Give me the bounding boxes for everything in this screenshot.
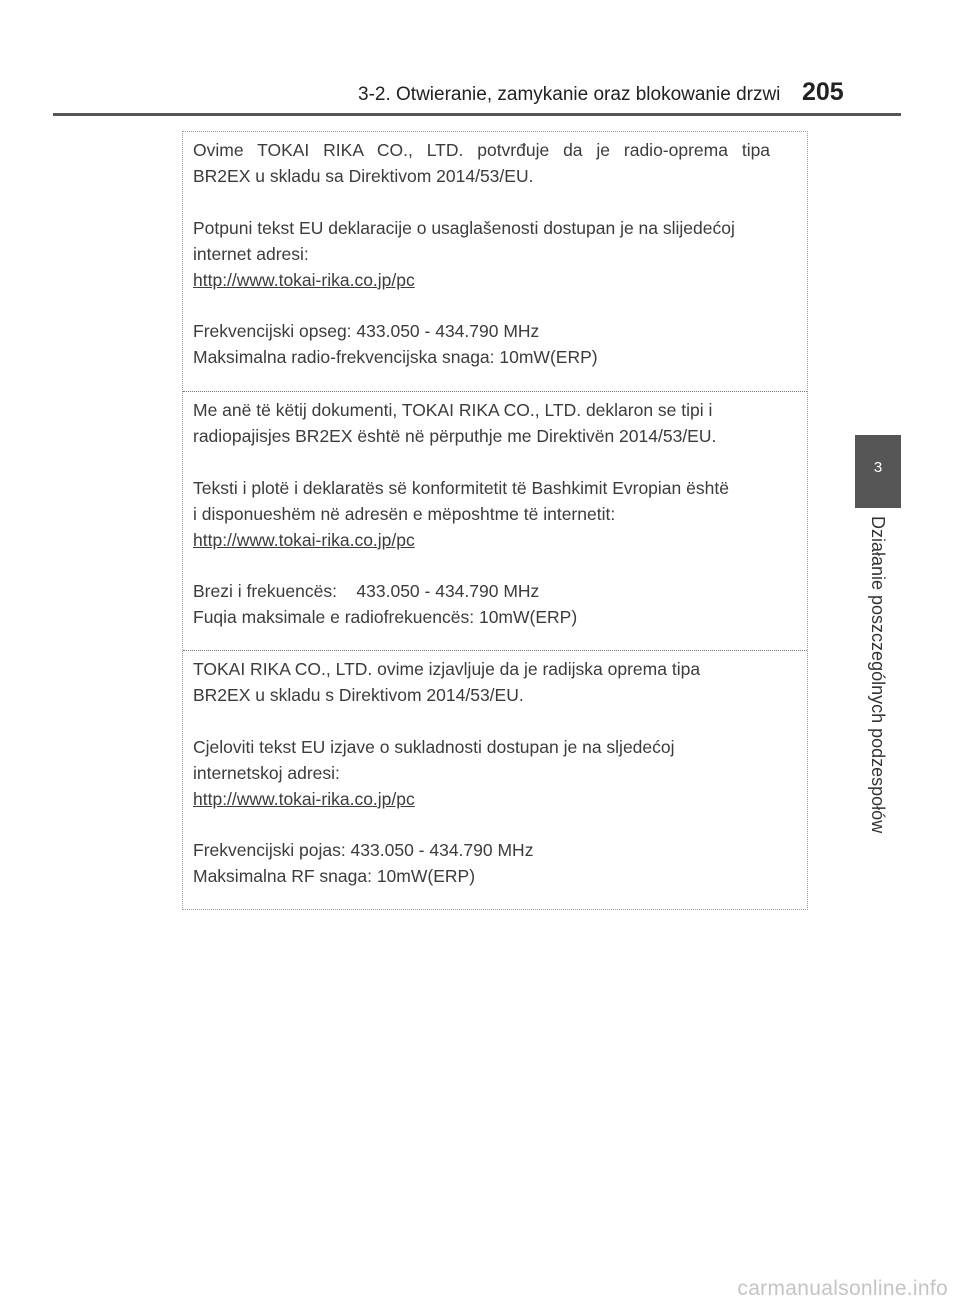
text-line: BR2EX u skladu sa Direktivom 2014/53/EU. — [193, 166, 534, 186]
declaration-section-albanian — [183, 391, 807, 650]
text-line: i disponueshëm në adresën e mëposhtme të internetit: — [193, 504, 616, 524]
text-line: Fuqia maksimale e radiofrekuencës: 10mW(ERP) — [193, 607, 578, 627]
text-line: Cjeloviti tekst EU izjave o sukladnosti dostupan je na sljedećoj — [193, 737, 675, 757]
text-line: Me anë të këtij dokumenti, TOKAI RIKA CO., LTD. deklaron se tipi i — [193, 400, 713, 420]
text-line: internet adresi: — [193, 244, 309, 264]
chapter-tab: 3 — [855, 435, 901, 508]
text-line: Ovime TOKAI RIKA CO., LTD. potvrđuje da je radio-oprema tipa — [193, 140, 771, 160]
url-link[interactable]: http://www.tokai-rika.co.jp/pc — [193, 789, 415, 809]
text-line: Potpuni tekst EU deklaracije o usaglašenosti dostupan je na slijedećoj — [193, 218, 735, 238]
watermark-text: carmanualsonline.info — [737, 1277, 948, 1300]
header-divider — [53, 113, 901, 116]
text-line: radiopajisjes BR2EX është në përputhje me Direktivën 2014/53/EU. — [193, 426, 717, 446]
text-line: internetskoj adresi: — [193, 763, 340, 783]
chapter-label: Działanie poszczególnych podzespołów — [868, 516, 888, 834]
url-link[interactable]: http://www.tokai-rika.co.jp/pc — [193, 270, 415, 290]
text-line: Maksimalna radio-frekvencijska snaga: 10mW(ERP) — [193, 347, 598, 367]
text-line: Brezi i frekuencës: 433.050 - 434.790 MHz — [193, 581, 540, 601]
text-line: Frekvencijski pojas: 433.050 - 434.790 MHz — [193, 840, 534, 860]
declaration-section-croatian — [183, 650, 807, 909]
page-number: 205 — [802, 78, 844, 106]
declaration-section-montenegrin — [183, 132, 807, 391]
text-line: TOKAI RIKA CO., LTD. ovime izjavljuje da je radijska oprema tipa — [193, 659, 701, 679]
url-link[interactable]: http://www.tokai-rika.co.jp/pc — [193, 530, 415, 550]
text-line: Frekvencijski opseg: 433.050 - 434.790 MHz — [193, 321, 540, 341]
text-line: Teksti i plotë i deklaratës së konformitetit të Bashkimit Evropian është — [193, 478, 729, 498]
text-line: BR2EX u skladu s Direktivom 2014/53/EU. — [193, 685, 524, 705]
declaration-box — [182, 131, 808, 910]
section-title: 3-2. Otwieranie, zamykanie oraz blokowanie drzwi — [358, 84, 781, 105]
text-line: Maksimalna RF snaga: 10mW(ERP) — [193, 866, 476, 886]
